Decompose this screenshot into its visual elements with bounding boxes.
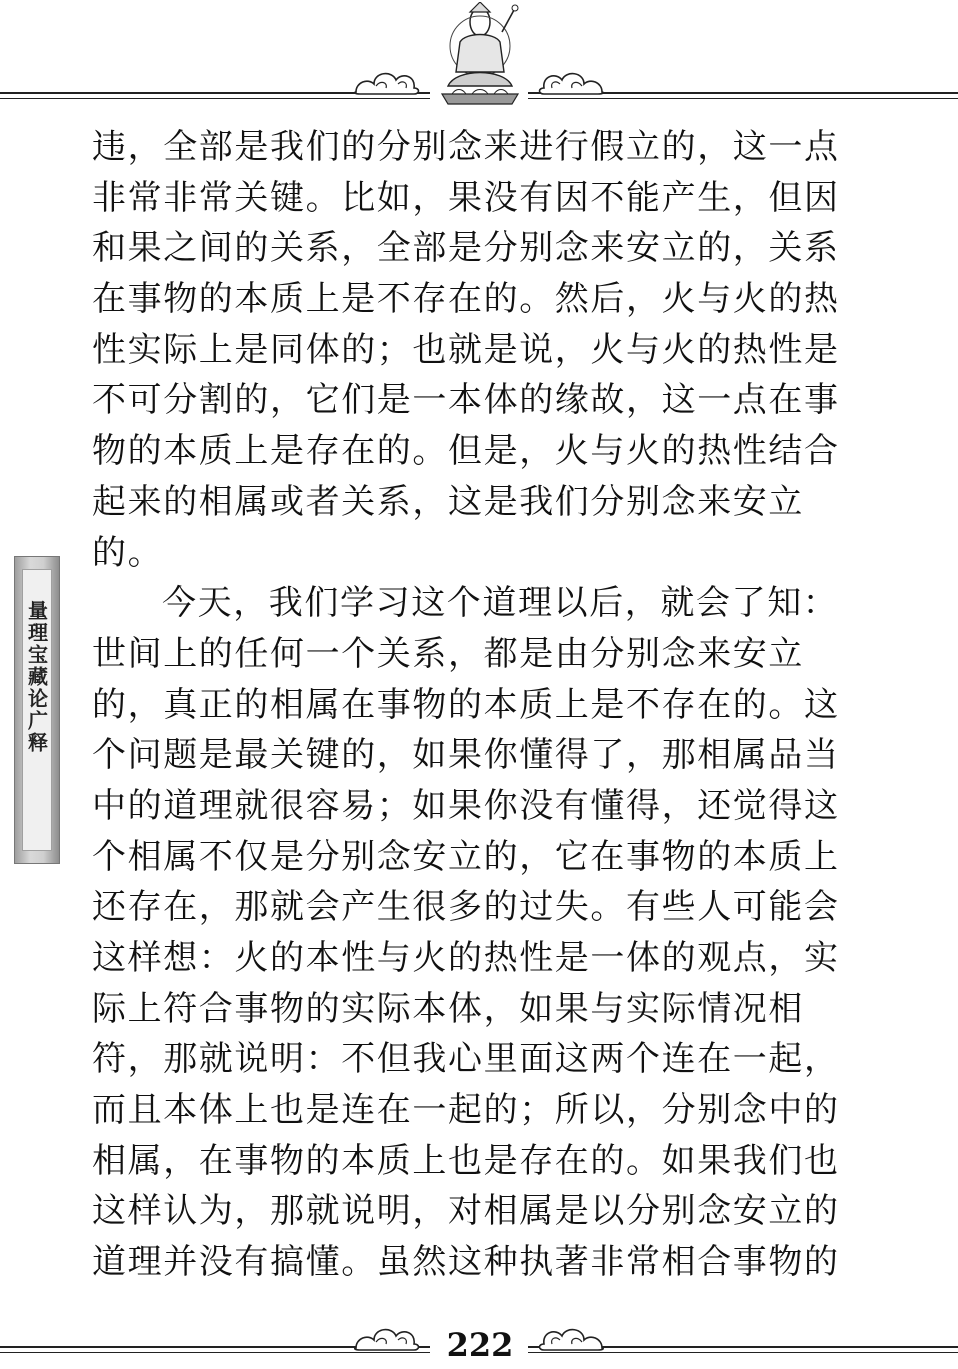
text-line: 这样认为，那就说明，对相属是以分别念安立的 <box>92 1191 840 1232</box>
page-number: 222 <box>446 1326 514 1364</box>
text-line: 这样想：火的本性与火的热性是一体的观点，实 <box>92 938 840 978</box>
text-line: 的。 <box>92 532 164 573</box>
text-line: 和果之间的关系，全部是分别念来安立的，关系 <box>92 228 840 269</box>
header-rule-bottom <box>0 98 430 99</box>
text-line: 违，全部是我们的分别念来进行假立的，这一点 <box>92 127 840 167</box>
seated-deity-icon <box>432 2 528 106</box>
text-line: 性实际上是同体的；也就是说，火与火的热性是 <box>92 329 840 370</box>
header-rule-bottom-right <box>528 98 958 99</box>
text-line: 相属，在事物的本质上也是存在的。如果我们也 <box>92 1140 840 1181</box>
text-line: 而且本体上也是连在一起的；所以，分别念中的 <box>92 1090 840 1131</box>
paragraph-start-line: 今天，我们学习这个道理以后，就会了知： <box>162 583 839 624</box>
cloud-right-icon <box>536 1320 606 1354</box>
text-line: 在事物的本质上是不存在的。然后，火与火的热 <box>92 279 840 320</box>
book-title: 量理宝藏论广释 <box>24 600 49 754</box>
text-line: 道理并没有搞懂。虽然这种执著非常相合事物的 <box>92 1242 840 1283</box>
text-line: 起来的相属或者关系，这是我们分别念来安立 <box>92 481 804 522</box>
text-line: 还存在，那就会产生很多的过失。有些人可能会 <box>92 887 840 928</box>
text-line: 不可分割的，它们是一本体的缘故，这一点在事 <box>92 380 840 421</box>
text-line: 非常非常关键。比如，果没有因不能产生，但因 <box>92 177 840 218</box>
cloud-left-icon <box>352 64 422 98</box>
text-line: 中的道理就很容易；如果你没有懂得，还觉得这 <box>92 785 840 826</box>
text-line: 物的本质上是存在的。但是，火与火的热性结合 <box>92 431 840 472</box>
text-line: 际上符合事物的实际本体，如果与实际情况相 <box>92 988 804 1029</box>
text-line: 的，真正的相属在事物的本质上是不存在的。这 <box>92 684 840 725</box>
side-tab-panel <box>22 569 52 851</box>
cloud-right-icon <box>536 64 606 98</box>
text-line: 符，那就说明：不但我心里面这两个连在一起， <box>92 1039 840 1080</box>
cloud-left-icon <box>352 1320 422 1354</box>
footer-ornament <box>0 1314 958 1369</box>
side-tab <box>14 556 60 864</box>
text-line: 个问题是最关键的，如果你懂得了，那相属品当 <box>92 735 840 776</box>
page-body <box>92 122 862 1288</box>
header-ornament <box>0 0 958 108</box>
text-line: 个相属不仅是分别念安立的，它在事物的本质上 <box>92 836 840 877</box>
text-line: 世间上的任何一个关系，都是由分别念来安立 <box>92 633 804 674</box>
